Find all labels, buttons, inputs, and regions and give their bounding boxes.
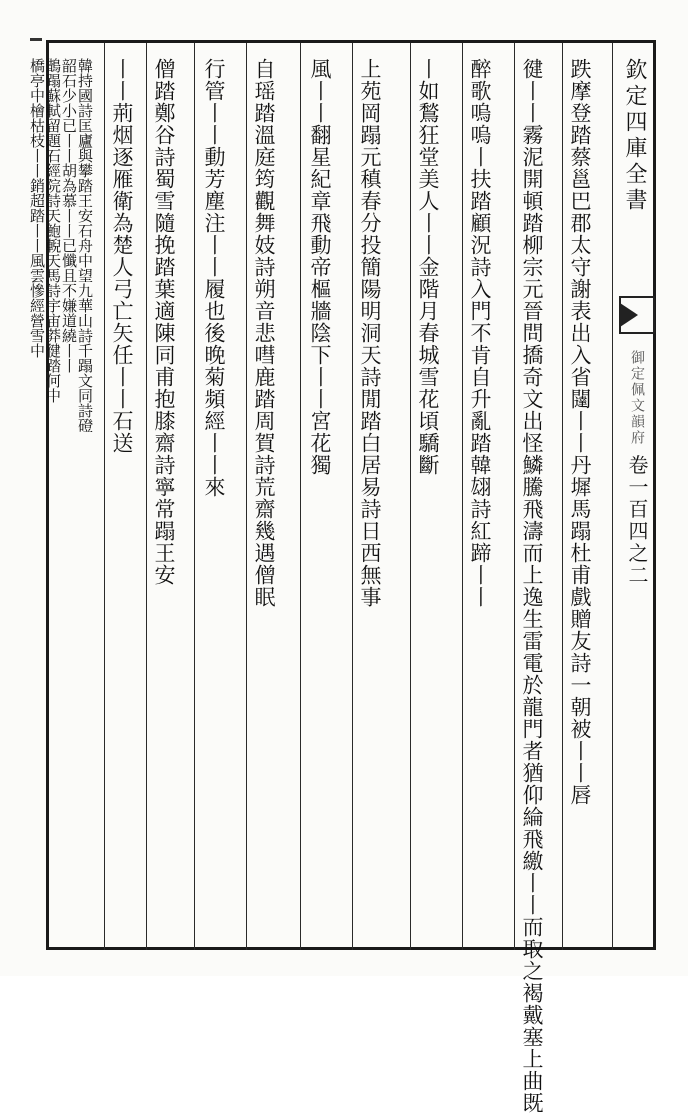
- text-column-14: 橋亭中檜枯枝丨丨銷超踏丨丨風雲慘經營雪中: [28, 58, 46, 358]
- column-rule: [514, 43, 515, 950]
- text-column-5: 上苑岡蹋元稹春分投簡陽明洞天詩閒踏白居易詩日西無事: [358, 58, 382, 608]
- chapter-prefix: 御定佩文韻府: [629, 350, 645, 446]
- column-rule: [562, 43, 563, 950]
- text-column-6: 風丨丨翻星紀章飛動帝樞牆陰下丨丨宮花獨: [308, 58, 332, 476]
- book-title: 欽定四庫全書: [622, 58, 647, 214]
- column-rule: [410, 43, 411, 950]
- page-frame: [46, 40, 656, 1114]
- text-column-4: 丨如鶖狂堂美人丨丨金階月春城雪花頃驕斷: [416, 58, 440, 476]
- text-column-11: 韓持國詩匡廬與攀踏王安石舟中望九華山詩千蹋文同詩磴: [76, 58, 94, 433]
- column-rule: [246, 43, 247, 950]
- text-column-13: 鵲蹋蘇軾留題石經院詩天鮑輗天馬詩宇宙莽徤踏何中: [44, 58, 62, 403]
- text-column-12: 韶石少小已丨丨胡為慕丨丨已懺且不嫌道繞丨丨: [60, 58, 78, 373]
- column-rule: [612, 43, 613, 950]
- column-rule: [194, 43, 195, 950]
- chapter-label: [616, 350, 652, 587]
- corner-mark: [30, 38, 42, 41]
- text-column-3: 醉歌嗚嗚丨扶踏顧況詩入門不肯自升亂踏韓翃詩紅蹄丨丨: [468, 58, 492, 608]
- text-column-10: 丨丨荊烟逐雁衛為楚人弓亡矢任丨丨石送: [110, 58, 134, 454]
- column-rule: [104, 43, 105, 950]
- text-column-7: 自瑶踏溫庭筠觀舞妓詩朔音悲嘒鹿踏周賀詩荒齋幾遇僧眠: [252, 58, 276, 608]
- text-column-8: 行管丨丨動芳塵注丨丨履也後晚菊頻經丨丨來: [202, 58, 226, 498]
- column-rule: [462, 43, 463, 950]
- column-rule: [300, 43, 301, 950]
- text-column-2: 徤丨丨霧泥開頓踏柳宗元晉問撟奇文出怪鱗騰飛濤而上逸生雷電於龍門者猶仰綸飛繳丨丨而取之褐戴塞上曲既: [520, 58, 544, 1114]
- fish-tail-mark-icon: [618, 295, 656, 335]
- text-column-9: 僧踏鄭谷詩蜀雪隨挽踏葉適陳同甫抱膝齋詩寧常蹋王安: [152, 58, 176, 586]
- column-rule: [352, 43, 353, 950]
- chapter-number: 卷一百四之二: [625, 454, 649, 587]
- text-column-1: 跌摩登踏蔡邕巴郡太守謝表出入省闥丨丨丹墀馬蹋杜甫戲贈友詩一朝被丨丨唇: [568, 58, 592, 806]
- column-rule: [146, 43, 147, 950]
